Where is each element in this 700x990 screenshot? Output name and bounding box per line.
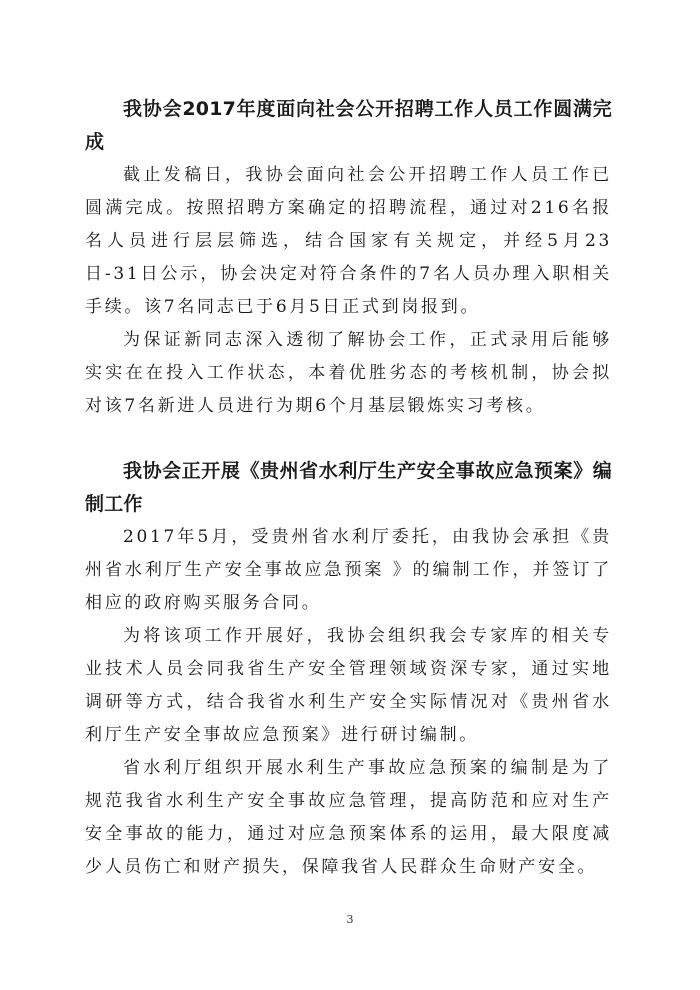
article-title: 我协会2017年度面向社会公开招聘工作人员工作圆满完成 — [85, 98, 612, 153]
article-paragraph: 为将该项工作开展好，我协会组织我会专家库的相关专业技术人员会同我省生产安全管理领域资深专家，通过实地调研等方式，结合我省水利生产安全实际情况对《贵州省水利厅生产安全事故应急预案》进行研讨编制。 — [85, 626, 612, 745]
article-paragraph: 省水利厅组织开展水利生产事故应急预案的编制是为了规范我省水利生产安全事故应急管理，提高防范和应对生产安全事故的能力，通过对应急预案体系的运用，最大限度减少人员伤亡和财产损失，保障我省人民群众生命财产安全。 — [85, 758, 612, 877]
article-emergency-plan — [85, 455, 612, 884]
article-paragraph: 截止发稿日，我协会面向社会公开招聘工作人员工作已圆满完成。按照招聘方案确定的招聘流程，通过对216名报名人员进行层层筛选，结合国家有关规定，并经5月23日-31日公示，协会决定对符合条件的7名人员办理入职相关手续。该7名同志已于6月5日正式到岗报到。 — [85, 165, 612, 317]
article-recruitment — [85, 93, 612, 423]
article-paragraph: 为保证新同志深入透彻了解协会工作，正式录用后能够实实在在投入工作状态，本着优胜劣态的考核机制，协会拟对该7名新进人员进行为期6个月基层锻炼实习考核。 — [85, 330, 612, 416]
page-number: 3 — [346, 913, 354, 926]
article-paragraph: 2017年5月，受贵州省水利厅委托，由我协会承担《贵州省水利厅生产安全事故应急预案 》的编制工作，并签订了相应的政府购买服务合同。 — [85, 527, 612, 613]
article-title: 我协会正开展《贵州省水利厅生产安全事故应急预案》编制工作 — [85, 460, 612, 515]
